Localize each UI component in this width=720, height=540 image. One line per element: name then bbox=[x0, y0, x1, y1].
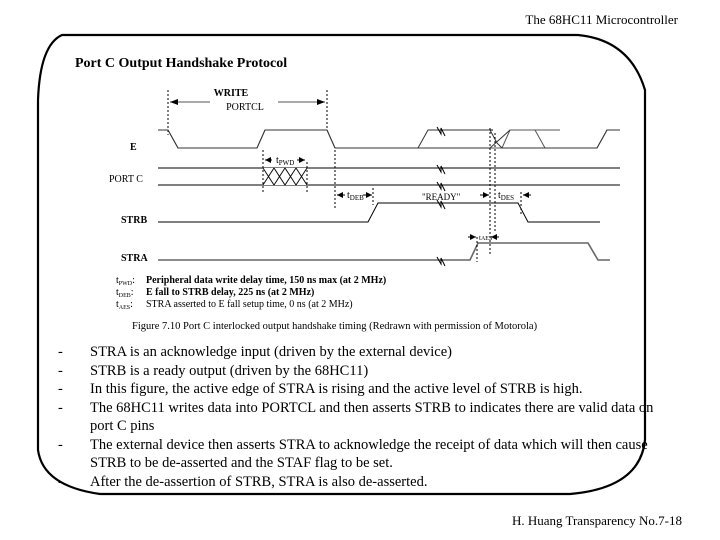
bullet-dash: - bbox=[58, 436, 63, 453]
signal-label-e: E bbox=[130, 142, 137, 153]
bullet-item bbox=[58, 473, 678, 492]
tdes-label: $t_{DES}$ bbox=[498, 190, 515, 202]
bullet-text: The external device then asserts STRA to acknowledge the receipt of data which will then cause STRB to be de-asserted and the STAF flag to be set. bbox=[90, 436, 648, 471]
signal-label-strb: STRB bbox=[121, 215, 148, 226]
bullet-dash: - bbox=[58, 362, 63, 379]
bullet-text: In this figure, the active edge of STRA is rising and the active level of STRB is high. bbox=[90, 381, 583, 397]
tdeb-label: $t_{DEB}$ bbox=[347, 190, 364, 202]
bullet-text: STRA is an acknowledge input (driven by the external device) bbox=[90, 344, 452, 360]
course-title: The 68HC11 Microcontroller bbox=[525, 12, 678, 27]
taes-label: tAES bbox=[479, 234, 493, 242]
figure-caption: Figure 7.10 Port C interlocked output handshake timing (Redrawn with permission of Motorola) bbox=[132, 321, 538, 332]
bullet-text: STRB is a ready output (driven by the 68HC11) bbox=[90, 362, 369, 379]
signal-label-portc: PORT C bbox=[109, 174, 143, 185]
bullet-dash: - bbox=[58, 399, 63, 416]
bullet-item bbox=[58, 362, 678, 381]
bullet-dash: - bbox=[58, 381, 63, 397]
signal-label-stra: STRA bbox=[121, 253, 148, 264]
bullet-item bbox=[58, 343, 678, 362]
slide-title: Port C Output Handshake Protocol bbox=[75, 56, 288, 71]
bullet-item bbox=[58, 380, 678, 399]
ready-label: "READY" bbox=[422, 192, 461, 202]
bullet-text: The 68HC11 writes data into PORTCL and then asserts STRB to indicates there are valid data on port C pins bbox=[90, 399, 654, 434]
tpwd-label: $t_{PWD}$ bbox=[276, 155, 295, 167]
portcl-label: PORTCL bbox=[226, 102, 264, 113]
bullet-dash: - bbox=[58, 344, 63, 360]
legend-row-taes: $t_{AES}$: STRA asserted to E fall setup time, 0 ns (at 2 MHz) bbox=[116, 299, 353, 311]
legend-row-tdeb: $t_{DEB}$: E fall to STRB delay, 225 ns (at 2 MHz) bbox=[116, 287, 315, 299]
bullet-dash: - bbox=[58, 473, 63, 490]
write-label: WRITE bbox=[213, 88, 249, 99]
bullet-text: After the de-assertion of STRB, STRA is also de-asserted. bbox=[90, 473, 428, 490]
bullet-list bbox=[58, 343, 678, 491]
legend-row-tpwd: $t_{PWD}$: Peripheral data write delay time, 150 ns max (at 2 MHz) bbox=[116, 275, 387, 287]
bullet-item bbox=[58, 436, 678, 473]
bullet-item bbox=[58, 399, 678, 436]
transparency-footer: H. Huang Transparency No.7-18 bbox=[511, 513, 682, 528]
